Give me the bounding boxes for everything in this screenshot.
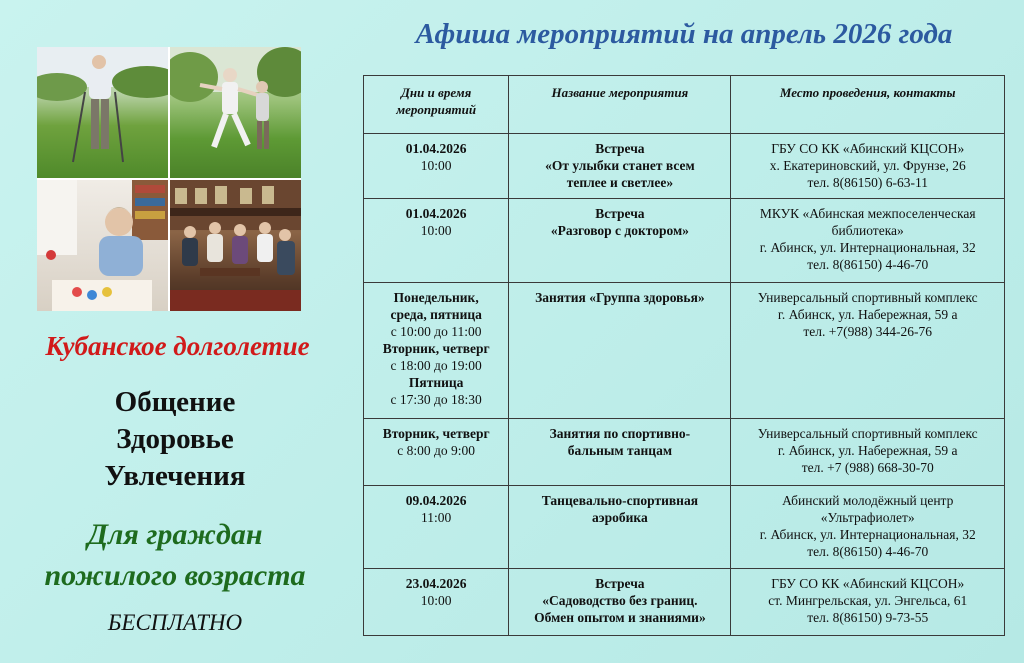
event-when-line: с 10:00 до 11:00 (390, 324, 482, 339)
event-when-line: среда, пятница (390, 307, 482, 322)
events-table (363, 75, 1005, 636)
pillar-communication: Общение (114, 386, 236, 418)
event-when (364, 569, 509, 636)
event-name (509, 486, 731, 569)
table-row (364, 199, 1005, 283)
audience-line-2: пожилого возраста (44, 559, 306, 592)
event-place-line: библиотека» (831, 223, 904, 238)
page-title: Афиша мероприятий на апрель 2026 года (415, 18, 953, 50)
photo-library-meeting (170, 180, 301, 311)
event-place (731, 199, 1005, 283)
event-when-line: Вторник, четверг (382, 426, 490, 441)
event-place-line: ст. Мингрельская, ул. Энгельса, 61 (768, 593, 968, 608)
event-place-line: тел. 8(86150) 4-46-70 (807, 544, 929, 559)
event-place-line: ГБУ СО КК «Абинский КЦСОН» (771, 576, 965, 591)
event-place-line: Универсальный спортивный комплекс (757, 426, 978, 441)
price-note: БЕСПЛАТНО (107, 610, 243, 635)
event-place-line: г. Абинск, ул. Набережная, 59 а (777, 307, 958, 322)
event-place-line: Абинский молодёжный центр (782, 493, 954, 508)
event-name (509, 419, 731, 486)
event-name-line: Занятия «Группа здоровья» (535, 290, 705, 305)
event-place-line: г. Абинск, ул. Интернациональная, 32 (759, 240, 976, 255)
event-when-line: с 8:00 до 9:00 (397, 443, 476, 458)
program-brand: Кубанское долголетие (45, 331, 310, 361)
event-name-line: Обмен опытом и знаниями» (534, 610, 706, 625)
event-when-line: 09.04.2026 (405, 493, 467, 508)
event-place-line: «Ультрафиолет» (820, 510, 915, 525)
event-name-line: теплее и светлее» (566, 175, 674, 190)
event-when-line: 10:00 (420, 593, 452, 608)
audience-line-1: Для граждан (87, 518, 263, 551)
table-row (364, 283, 1005, 419)
event-when-line: с 18:00 до 19:00 (390, 358, 482, 373)
pillar-hobbies: Увлечения (104, 460, 246, 492)
event-place-line: тел. 8(86150) 4-46-70 (807, 257, 929, 272)
event-name-line: Занятия по спортивно- (549, 426, 691, 441)
table-row (364, 134, 1005, 199)
event-when (364, 419, 509, 486)
event-when-line: с 17:30 до 18:30 (390, 392, 482, 407)
event-when-line: Вторник, четверг (382, 341, 490, 356)
event-when (364, 134, 509, 199)
event-place (731, 486, 1005, 569)
pillar-health: Здоровье (116, 423, 234, 455)
header-place: Место проведения, контакты (731, 76, 1005, 134)
event-place-line: тел. 8(86150) 9-73-55 (807, 610, 929, 625)
event-place-line: Универсальный спортивный комплекс (757, 290, 978, 305)
program-pillars (0, 384, 350, 495)
event-when (364, 486, 509, 569)
table-row (364, 419, 1005, 486)
event-place-line: тел. 8(86150) 6-63-11 (807, 175, 928, 190)
event-place-line: МКУК «Абинская межпоселенческая (759, 206, 976, 221)
event-place-line: тел. +7(988) 344-26-76 (803, 324, 933, 339)
event-name-line: аэробика (592, 510, 648, 525)
event-name-line: «Разговор с доктором» (550, 223, 689, 238)
photo-outdoor-exercise (170, 47, 301, 178)
event-place-line: г. Абинск, ул. Набережная, 59 а (777, 443, 958, 458)
event-when (364, 283, 509, 419)
photo-painting (37, 180, 168, 311)
event-place-line: ГБУ СО КК «Абинский КЦСОН» (771, 141, 965, 156)
event-when-line: 11:00 (421, 510, 452, 525)
event-when (364, 199, 509, 283)
event-when-line: 10:00 (420, 158, 452, 173)
target-audience (0, 514, 350, 596)
event-place-line: тел. +7 (988) 668-30-70 (801, 460, 934, 475)
event-when-line: 23.04.2026 (405, 576, 467, 591)
event-name-line: Встреча (595, 141, 645, 156)
event-name-line: Встреча (595, 206, 645, 221)
table-header-row (364, 76, 1005, 134)
event-when-line: Понедельник, (393, 290, 479, 305)
event-name (509, 569, 731, 636)
header-when: Дни и время мероприятий (364, 76, 509, 134)
event-when-line: 01.04.2026 (405, 206, 467, 221)
event-name (509, 199, 731, 283)
event-name-line: Встреча (595, 576, 645, 591)
event-name-line: «Садоводство без границ. (542, 593, 698, 608)
event-name (509, 283, 731, 419)
photo-collage (37, 47, 301, 311)
event-place (731, 419, 1005, 486)
event-name (509, 134, 731, 199)
event-when-line: Пятница (408, 375, 464, 390)
event-name-line: бальным танцам (567, 443, 673, 458)
event-when-line: 10:00 (420, 223, 452, 238)
event-place-line: х. Екатериновский, ул. Фрунзе, 26 (769, 158, 966, 173)
event-name-line: Танцевально-спортивная (541, 493, 699, 508)
event-place (731, 283, 1005, 419)
header-name: Название мероприятия (509, 76, 731, 134)
photo-nordic-walking (37, 47, 168, 178)
event-when-line: 01.04.2026 (405, 141, 467, 156)
event-place (731, 569, 1005, 636)
event-place (731, 134, 1005, 199)
table-row (364, 569, 1005, 636)
event-name-line: «От улыбки станет всем (545, 158, 695, 173)
event-place-line: г. Абинск, ул. Интернациональная, 32 (759, 527, 976, 542)
table-row (364, 486, 1005, 569)
